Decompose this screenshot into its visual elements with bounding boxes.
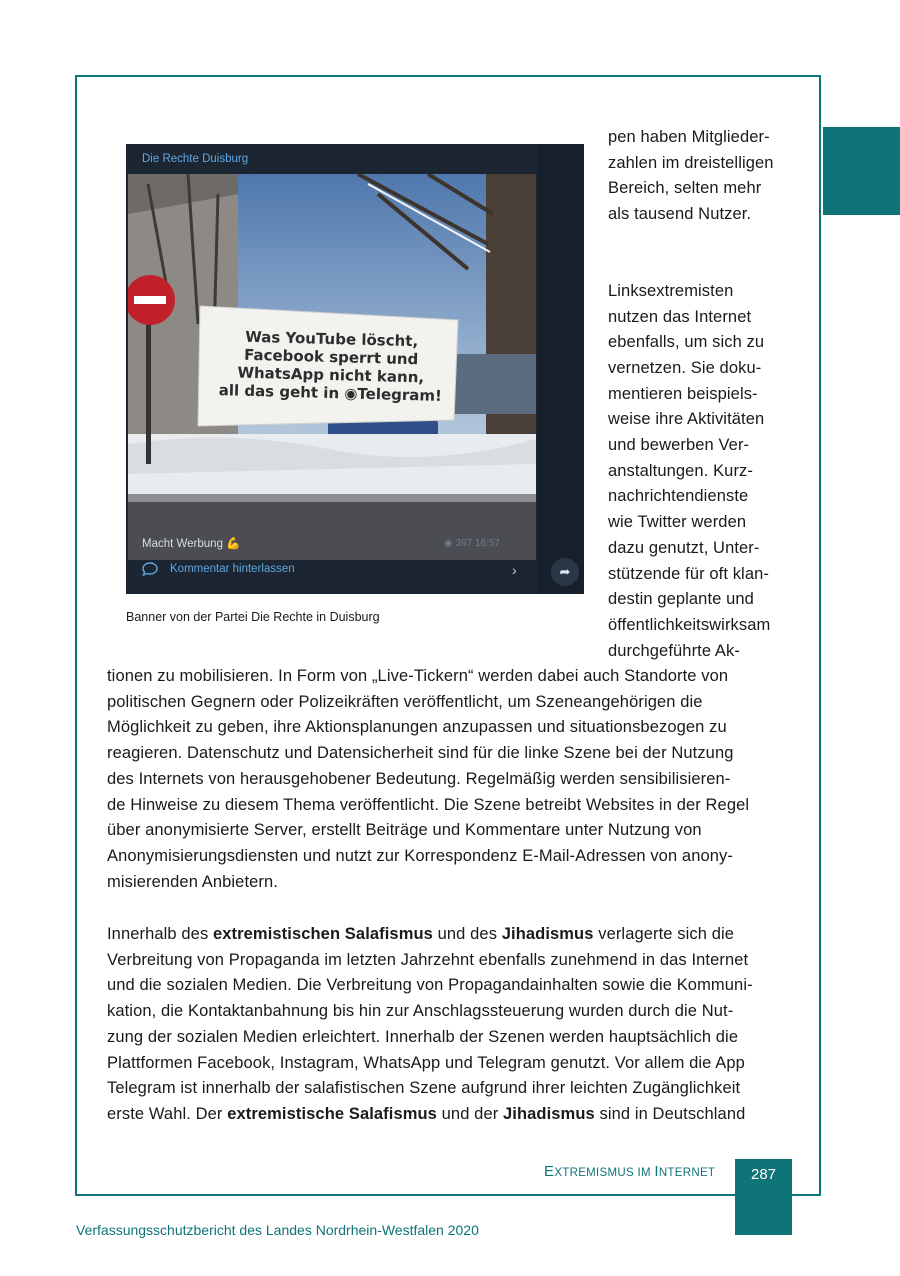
paragraph-line: wie Twitter werden [608,513,747,532]
paragraph-line: misierenden Anbietern. [107,872,278,891]
bold-term: extremistischen Salafismus [212,925,433,943]
paragraph-line: de Hinweise zu diesem Thema veröffentlicht. Die Szene betreibt Websites in der Regel [107,795,750,814]
paragraph-line: Verbreitung von Propaganda im letzten Jahrzehnt ebenfalls zunehmend in das Internet [107,950,749,969]
views-and-time: ◉ 397 16:57 [444,538,500,549]
paragraph-line: Bereich, selten mehr [608,179,762,198]
paragraph-line: tionen zu mobilisieren. In Form von „Live-Tickern“ werden dabei auch Standorte von [107,667,729,685]
comment-link [142,562,295,576]
banner-line: Facebook sperrt und [243,345,419,369]
paragraph-line: durchgeführte Ak- [608,641,740,660]
paragraph-line: nachrichtendienste [608,487,749,506]
paragraph-line: mentieren beispiels- [608,384,758,403]
banner-line: all das geht in ◉Telegram! [218,381,443,405]
paragraph-line: Plattformen Facebook, Instagram, WhatsApp und Telegram genutzt. Vor allem die App [107,1053,745,1072]
left-extremism-paragraph [107,664,797,895]
channel-name: Die Rechte Duisburg [142,153,249,165]
banner-line: Was YouTube löscht, [245,327,419,351]
right-column-text [608,125,808,664]
paragraph-line: des Internets von herausgehobener Bedeutung. Regelmäßig werden sensibilisieren- [107,769,731,788]
telegram-screenshot-figure [126,144,584,594]
figure-caption: Banner von der Partei Die Rechte in Duisburg [126,610,380,624]
running-header-section-title: EXTREMISMUS IM INTERNET [544,1163,716,1180]
paragraph-line: Möglichkeit zu geben, ihre Aktionsplanungen anzupassen und situationsbezogen zu [107,718,727,737]
chat-bubble-icon [142,562,158,576]
page-number: 287 [735,1159,792,1235]
paragraph-line: Anonymisierungsdiensten und nutzt zur Korrespondenz E-Mail-Adressen von anony- [107,846,733,865]
banner-photo [128,174,536,560]
paragraph-line: zahlen im dreistelligen [608,153,774,172]
paragraph-line: pen haben Mitglieder- [608,128,770,146]
banner-line: WhatsApp nicht kann, [237,363,425,387]
paragraph-line: über anonymisierte Server, erstellt Beiträge und Kommentare unter Nutzung von [107,821,702,840]
bold-term: Jihadismus [501,925,594,943]
paragraph-line: nutzen das Internet [608,307,752,326]
salafism-paragraph [107,922,797,1128]
paragraph-line: öffentlichkeitswirksam [608,615,771,634]
paragraph-line: und bewerben Ver- [608,436,750,455]
paragraph-line: und die sozialen Medien. Die Verbreitung von Propagandainhalten sowie die Kommuni- [107,976,753,995]
share-icon: ➦ [551,558,579,586]
bold-term: extremistische Salafismus [227,1104,437,1123]
paragraph-line: zung der sozialen Medien erleichtert. Innerhalb der Szenen werden hauptsächlich die [107,1027,739,1046]
chevron-right-icon: › [512,562,517,578]
paragraph-line: dazu genutzt, Unter- [608,538,760,557]
paragraph-line: anstaltungen. Kurz- [608,461,753,480]
paragraph-line: reagieren. Datenschutz und Datensicherheit sind für die linke Szene bei der Nutzung [107,744,734,763]
paragraph-line: vernetzen. Sie doku- [608,358,762,377]
paragraph-line: weise ihre Aktivitäten [608,410,765,429]
post-text: Macht Werbung 💪 [142,538,241,550]
paragraph-line: kation, die Kontaktanbahnung bis hin zur Anschlagssteuerung wurden durch die Nut- [107,1002,734,1021]
chapter-tab [823,127,900,215]
paragraph-line: Telegram ist innerhalb der salafistischen Szene aufgrund ihrer leichten Zugänglichkeit [107,1079,741,1098]
paragraph-line: politischen Gegnern oder Polizeikräften veröffentlicht, um Szeneangehörigen die [107,692,703,711]
document-footer: Verfassungsschutzbericht des Landes Nordrhein-Westfalen 2020 [76,1222,479,1238]
paragraph-line: destin geplante und [608,590,754,609]
paragraph-line: als tausend Nutzer. [608,205,752,224]
bold-term: Jihadismus [503,1104,595,1123]
paragraph-line: ebenfalls, um sich zu [608,333,765,352]
banner-slogan [202,327,460,406]
paragraph-line: Innerhalb des extremistischen Salafismus und des Jihadismus verlagerte sich die [107,925,735,943]
paragraph-line: erste Wahl. Der extremistische Salafismus und der Jihadismus sind in Deutschland [107,1104,746,1123]
telegram-post [126,144,538,594]
paragraph-line: Linksextremisten [608,281,734,300]
comment-label: Kommentar hinterlassen [170,563,295,575]
paragraph-line: stützende für oft klan- [608,564,769,583]
